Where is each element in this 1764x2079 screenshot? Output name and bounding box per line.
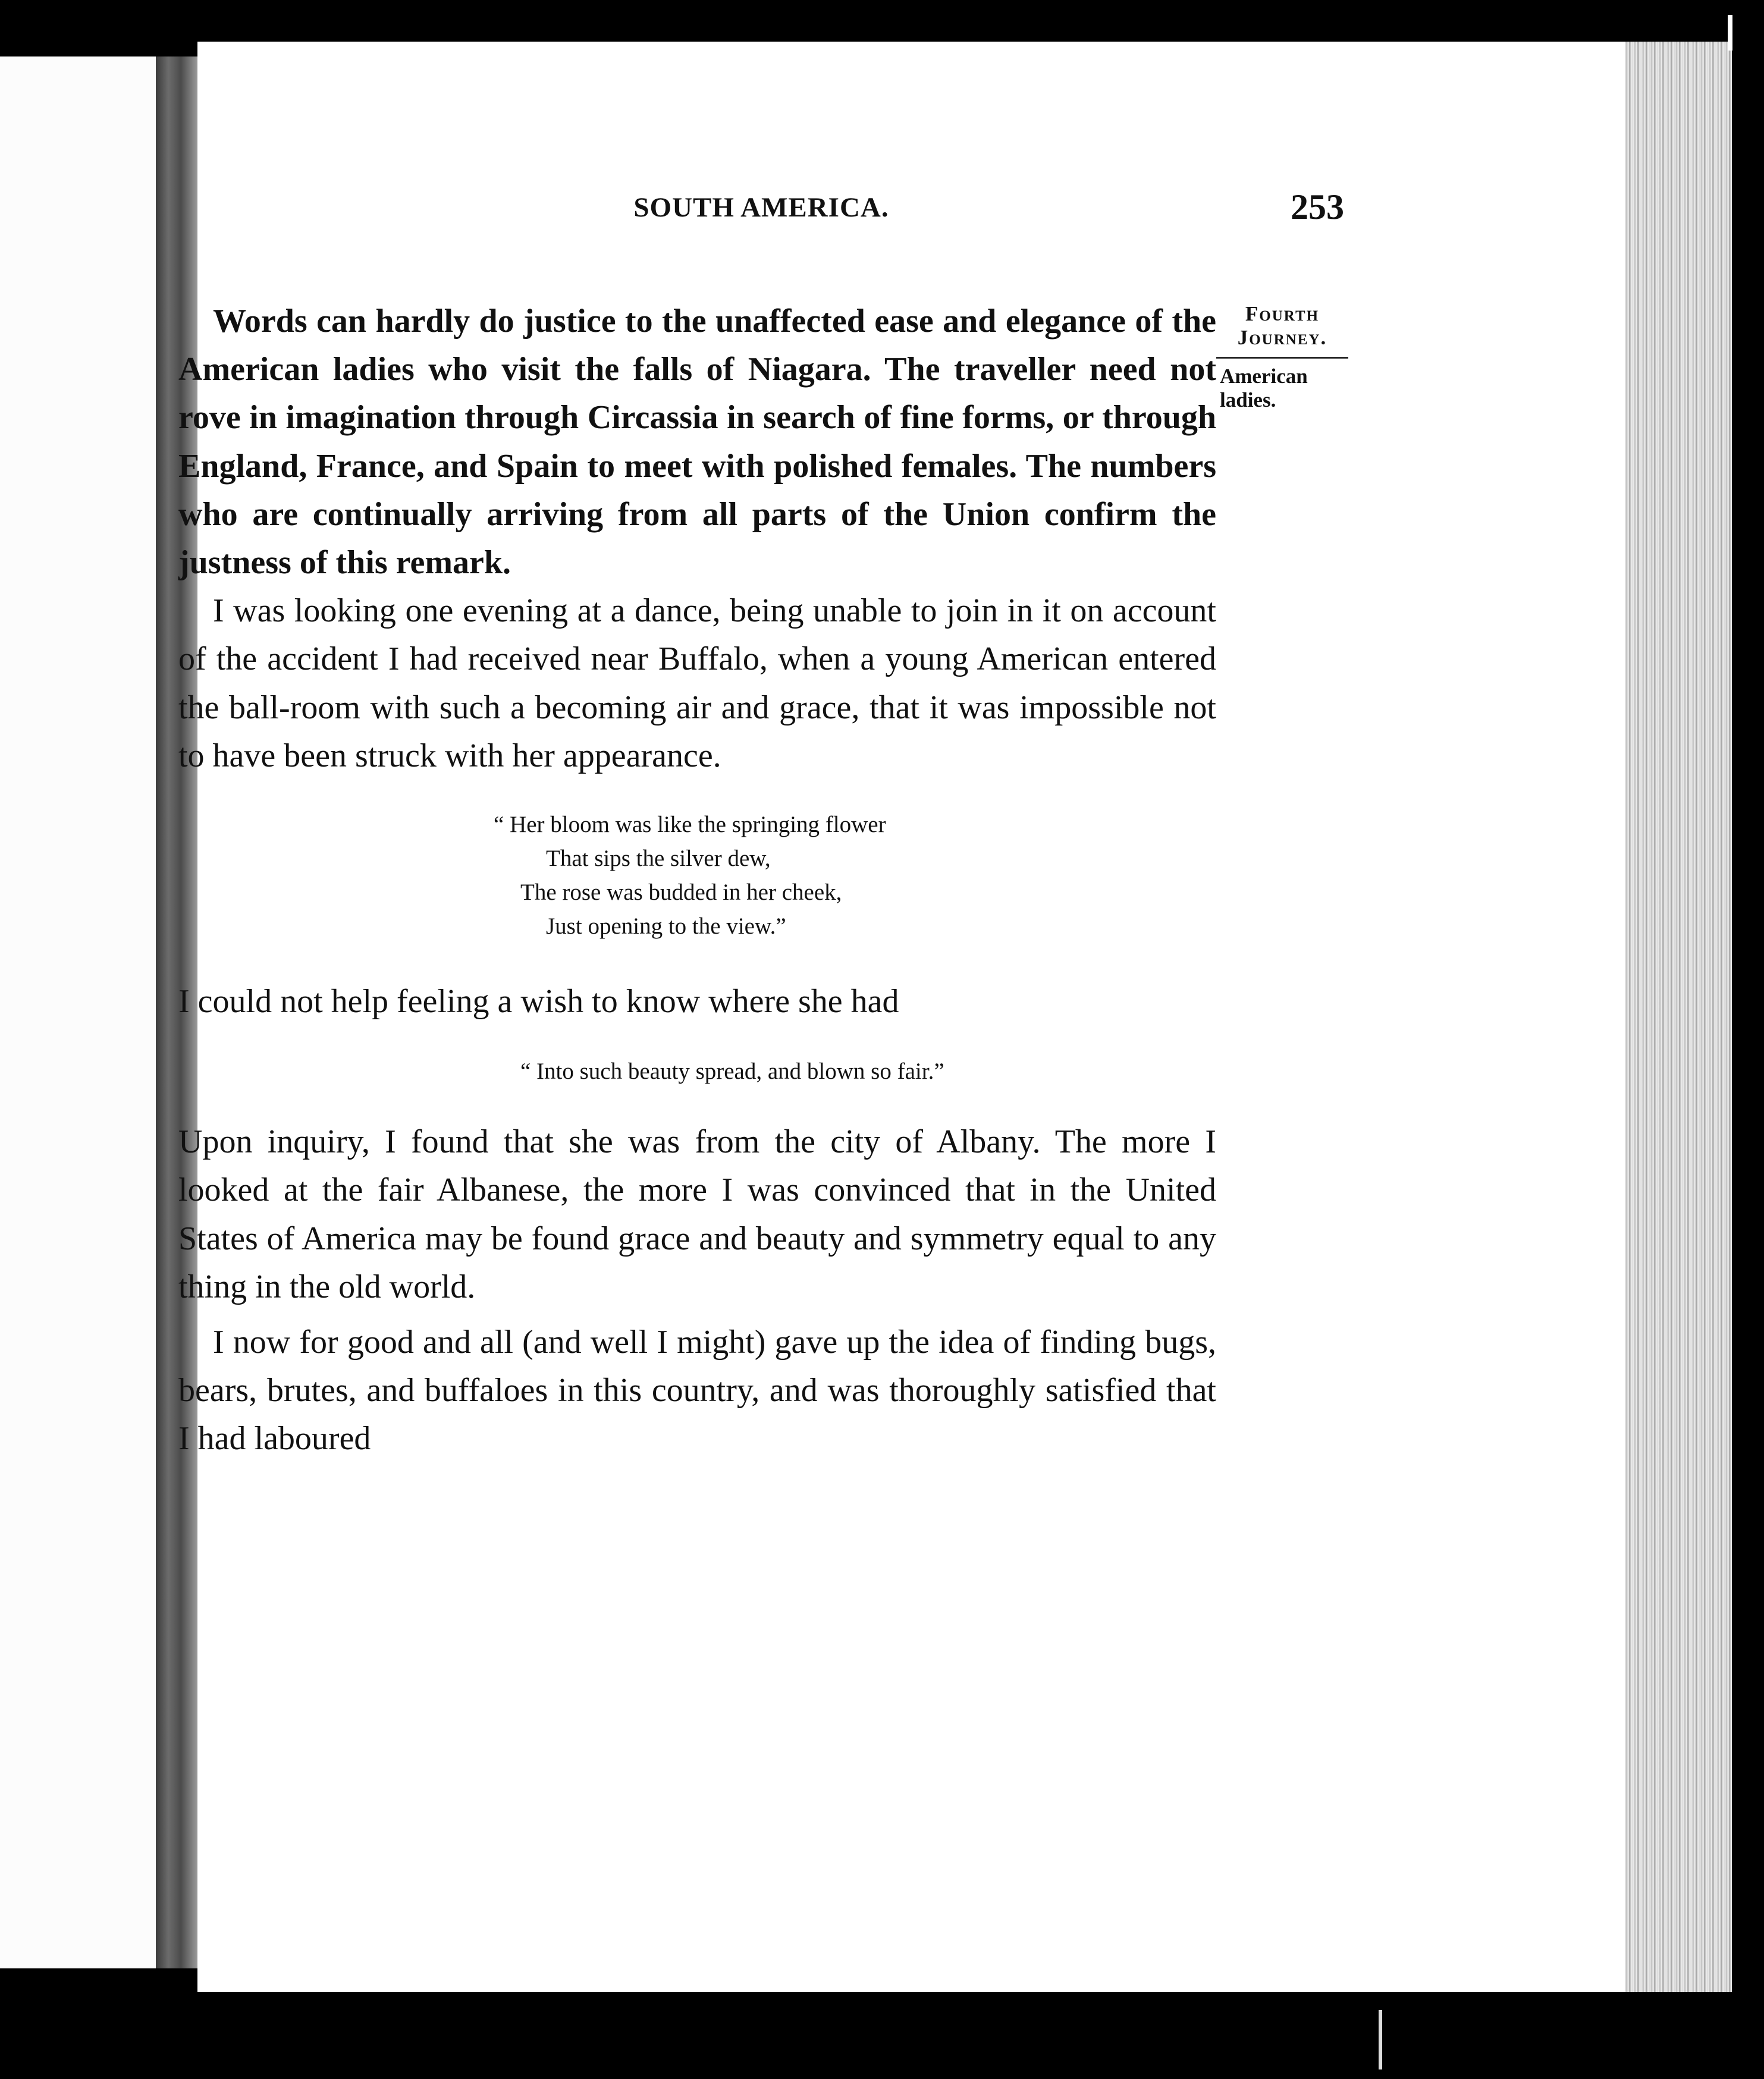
body-text: [178, 297, 1216, 1464]
paragraph: I was looking one evening at a dance, being unable to join in it on account of the accident I had received near Buffalo, when a young American entered the ball-room with such a becoming air and grace, that it was impossible not to have been struck with her appearance.: [178, 592, 1216, 774]
poem-quotation: [178, 808, 1216, 943]
marginal-topic-line-1: American: [1220, 365, 1308, 388]
scan-artifact: [1379, 2010, 1382, 2069]
marginal-section-line-2: Journey.: [1237, 326, 1327, 349]
paragraph: I now for good and all (and well I might) gave up the idea of finding bugs, bears, brutes, and buffaloes in this country, and was thoroughly satisfied that I had laboured: [178, 1324, 1216, 1458]
paragraph: Words can hardly do justice to the unaffected ease and elegance of the American ladies who visit the falls of Niagara. The traveller need not rove in imagination through Circassia in search of fine forms, or through England, France, and Spain to meet with polished females. The numbers who are continually arriving from all parts of the Union confirm the justness of this remark.: [178, 303, 1216, 582]
poem-line: That sips the silver dew,: [546, 846, 771, 872]
running-head: SOUTH AMERICA.: [633, 192, 889, 223]
page-header: [178, 187, 1344, 251]
paragraph: I could not help feeling a wish to know where she had: [178, 983, 899, 1020]
paragraph: Upon inquiry, I found that she was from the city of Albany. The more I looked at the fair Albanese, the more I was convinced that in the United States of America may be found grace and beauty and symmetry equal to any thing in the old world.: [178, 1123, 1216, 1305]
marginal-notes: [1216, 302, 1348, 412]
poem-line: Just opening to the view.”: [546, 913, 786, 940]
page-edges: [1625, 42, 1732, 1992]
poem-line: The rose was budded in her cheek,: [520, 880, 842, 906]
marginal-rule: [1216, 357, 1348, 359]
facing-page: [0, 56, 156, 1968]
poem-line: “ Her bloom was like the springing flower: [494, 812, 886, 838]
quotation-line: “ Into such beauty spread, and blown so fair.”: [520, 1059, 944, 1085]
marginal-section-line-1: Fourth: [1245, 302, 1320, 325]
marginal-topic-line-2: ladies.: [1220, 388, 1276, 412]
scan-artifact: [1728, 15, 1732, 51]
page-number: 253: [1291, 187, 1344, 227]
